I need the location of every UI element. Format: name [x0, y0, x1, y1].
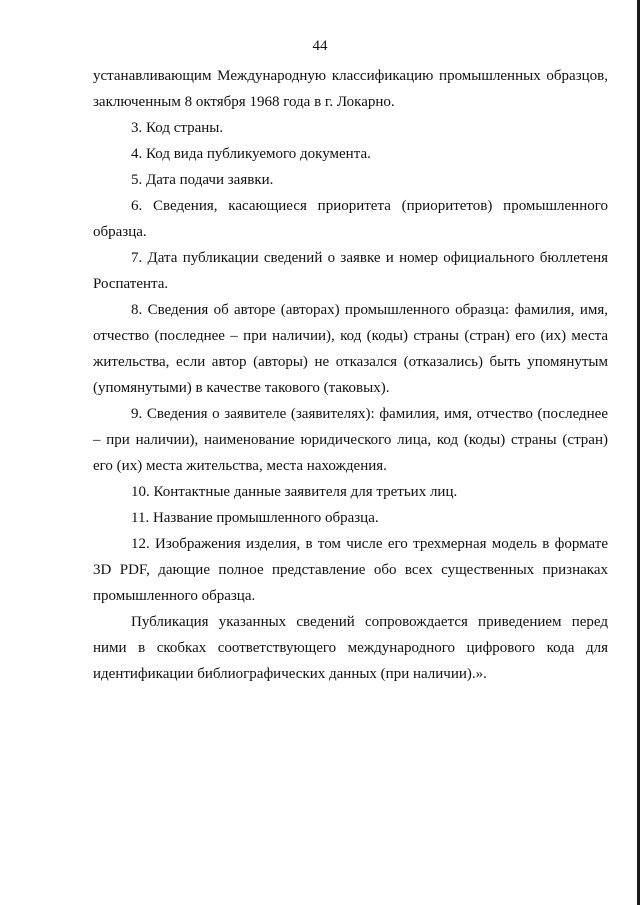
paragraph-continuation: устанавливающим Международную классификацию промышленных образцов, заключенным 8 октября 1968 года в г. Локарно.: [93, 68, 608, 110]
paragraph-item-3: 3. Код страны.: [131, 120, 224, 136]
paragraph-item-5: 5. Дата подачи заявки.: [131, 172, 274, 188]
paragraph-item-8: 8. Сведения об авторе (авторах) промышленного образца: фамилия, имя, отчество (последнее – при наличии), код (коды) страны (стран) его (их) места жительства, если автор (авторы) не отказался (отказались) быть упомянутым (упомянутыми) в качестве такового (таковых).: [93, 302, 608, 396]
page-number: 44: [312, 38, 328, 54]
paragraph-item-4: 4. Код вида публикуемого документа.: [131, 146, 371, 162]
paragraph-closing: Публикация указанных сведений сопровождается приведением перед ними в скобках соответствующего международного цифрового кода для идентификации библиографических данных (при наличии).».: [93, 614, 608, 682]
paragraph-item-12: 12. Изображения изделия, в том числе его трехмерная модель в формате 3D PDF, дающие полное представление обо всех существенных признаках промышленного образца.: [93, 536, 608, 604]
paragraph-item-6: 6. Сведения, касающиеся приоритета (приоритетов) промышленного образца.: [93, 198, 608, 240]
paragraph-item-10: 10. Контактные данные заявителя для третьих лиц.: [131, 484, 458, 500]
paragraph-item-11: 11. Название промышленного образца.: [131, 510, 379, 526]
document-body: [93, 63, 608, 687]
paragraph-item-7: 7. Дата публикации сведений о заявке и номер официального бюллетеня Роспатента.: [93, 250, 608, 292]
paragraph-item-9: 9. Сведения о заявителе (заявителях): фамилия, имя, отчество (последнее – при наличии), наименование юридического лица, код (коды) страны (стран) его (их) места жительства, места нахождения.: [93, 406, 608, 474]
